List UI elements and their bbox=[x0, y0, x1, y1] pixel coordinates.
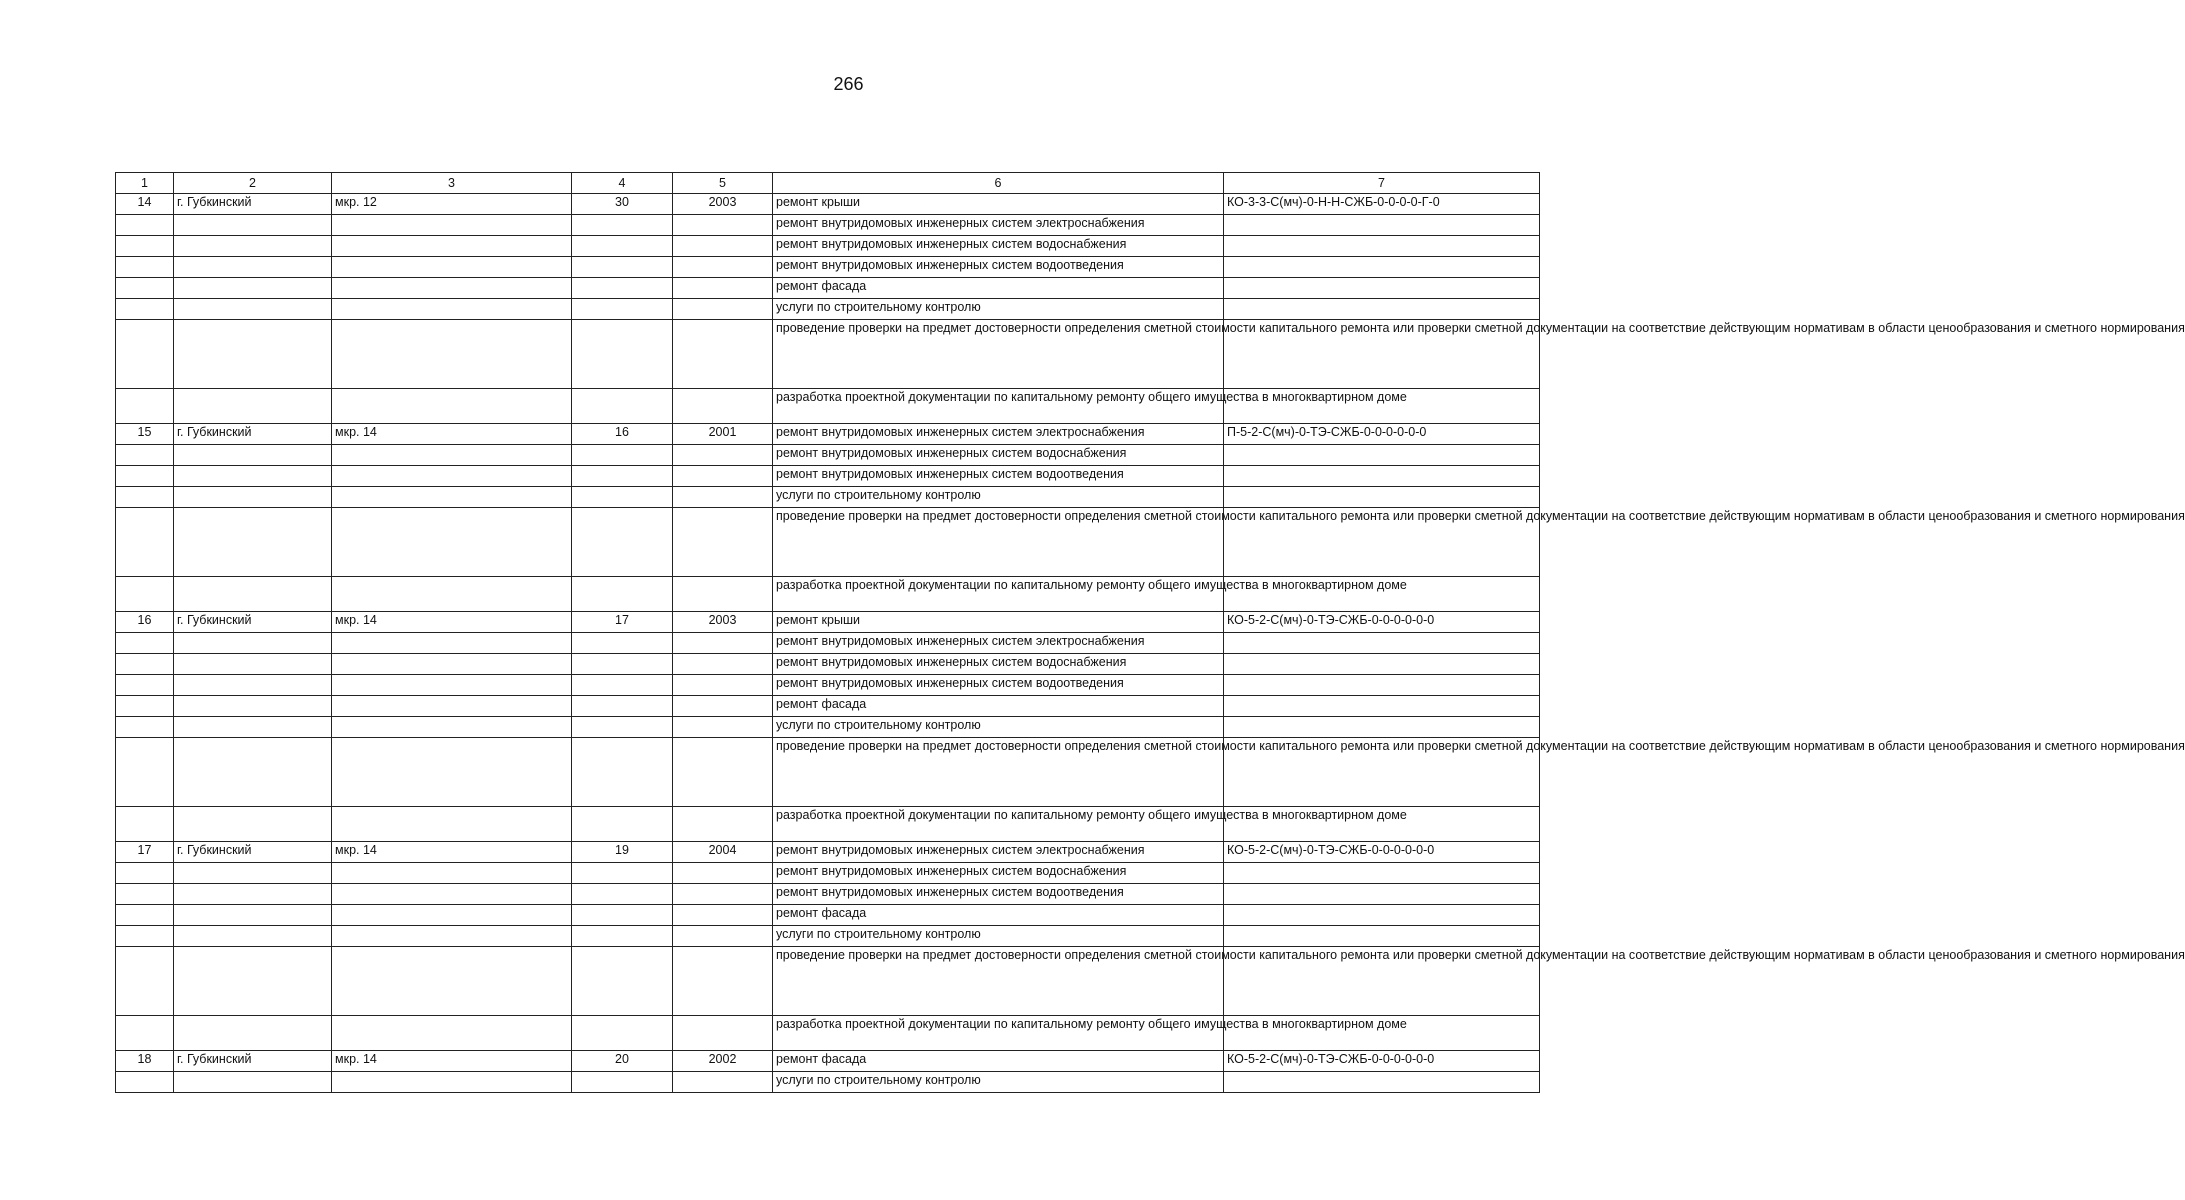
table-cell-col-4 bbox=[572, 947, 673, 1016]
table-cell-col-1 bbox=[116, 278, 174, 299]
table-cell-col-3 bbox=[332, 807, 572, 842]
table-cell-col-1 bbox=[116, 1016, 174, 1051]
column-header-5: 5 bbox=[673, 173, 773, 194]
table-cell-col-4 bbox=[572, 738, 673, 807]
table-cell-col-1 bbox=[116, 675, 174, 696]
table-cell-col-4 bbox=[572, 508, 673, 577]
table-row bbox=[116, 278, 1540, 299]
table-cell-col-2 bbox=[174, 577, 332, 612]
table-row bbox=[116, 905, 1540, 926]
table-cell-col-5 bbox=[673, 633, 773, 654]
table-cell-col-4 bbox=[572, 905, 673, 926]
table-cell-col-2 bbox=[174, 633, 332, 654]
table-cell-col-5 bbox=[673, 215, 773, 236]
table-cell-col-6: разработка проектной документации по капитальному ремонту общего имущества в многоквартирном доме bbox=[773, 807, 1224, 842]
table-row bbox=[116, 1051, 1540, 1072]
table-cell-col-1 bbox=[116, 654, 174, 675]
table-cell-col-4 bbox=[572, 389, 673, 424]
table-cell-col-4 bbox=[572, 717, 673, 738]
table-cell-col-2 bbox=[174, 257, 332, 278]
header-row bbox=[116, 173, 1540, 194]
table-cell-col-1 bbox=[116, 947, 174, 1016]
table-cell-col-4 bbox=[572, 466, 673, 487]
table-cell-col-7 bbox=[1224, 654, 1540, 675]
table-cell-col-1 bbox=[116, 696, 174, 717]
table-cell-col-4 bbox=[572, 675, 673, 696]
table-cell-col-4 bbox=[572, 696, 673, 717]
table-cell-col-5 bbox=[673, 1072, 773, 1093]
table-cell-col-4 bbox=[572, 926, 673, 947]
table-cell-col-7: П-5-2-С(мч)-0-ТЭ-СЖБ-0-0-0-0-0-0 bbox=[1224, 424, 1540, 445]
table-cell-col-2 bbox=[174, 487, 332, 508]
table-cell-col-6: разработка проектной документации по капитальному ремонту общего имущества в многоквартирном доме bbox=[773, 1016, 1224, 1051]
table-cell-col-2 bbox=[174, 654, 332, 675]
table-cell-col-6: ремонт внутридомовых инженерных систем водоснабжения bbox=[773, 654, 1224, 675]
table-cell-col-1 bbox=[116, 299, 174, 320]
table-cell-col-2 bbox=[174, 236, 332, 257]
table-cell-col-2 bbox=[174, 905, 332, 926]
table-cell-col-4 bbox=[572, 863, 673, 884]
table-row bbox=[116, 508, 1540, 577]
table-cell-col-7 bbox=[1224, 487, 1540, 508]
table-row bbox=[116, 215, 1540, 236]
table-cell-col-5: 2003 bbox=[673, 194, 773, 215]
table-cell-col-6: ремонт внутридомовых инженерных систем водоснабжения bbox=[773, 445, 1224, 466]
table-cell-col-1 bbox=[116, 577, 174, 612]
table-cell-col-6: ремонт крыши bbox=[773, 194, 1224, 215]
table-cell-col-4 bbox=[572, 445, 673, 466]
table-cell-col-7: КО-5-2-С(мч)-0-ТЭ-СЖБ-0-0-0-0-0-0 bbox=[1224, 842, 1540, 863]
table-row bbox=[116, 466, 1540, 487]
table-cell-col-5 bbox=[673, 717, 773, 738]
table-cell-col-4 bbox=[572, 577, 673, 612]
table-cell-col-6: ремонт фасада bbox=[773, 905, 1224, 926]
table-cell-col-1 bbox=[116, 1072, 174, 1093]
table-cell-col-5 bbox=[673, 487, 773, 508]
table-cell-col-1 bbox=[116, 633, 174, 654]
table-cell-col-7 bbox=[1224, 299, 1540, 320]
table-cell-col-1 bbox=[116, 320, 174, 389]
table-cell-col-2 bbox=[174, 696, 332, 717]
table-cell-col-2: г. Губкинский bbox=[174, 1051, 332, 1072]
table-cell-col-5 bbox=[673, 1016, 773, 1051]
table-cell-col-1: 16 bbox=[116, 612, 174, 633]
table-cell-col-2 bbox=[174, 320, 332, 389]
table-cell-col-7 bbox=[1224, 926, 1540, 947]
table-cell-col-2 bbox=[174, 215, 332, 236]
table-cell-col-7 bbox=[1224, 236, 1540, 257]
table-cell-col-7 bbox=[1224, 863, 1540, 884]
table-cell-col-2 bbox=[174, 445, 332, 466]
table-cell-col-6: разработка проектной документации по капитальному ремонту общего имущества в многоквартирном доме bbox=[773, 577, 1224, 612]
table-cell-col-3 bbox=[332, 863, 572, 884]
table-cell-col-4 bbox=[572, 884, 673, 905]
table-row bbox=[116, 863, 1540, 884]
table-cell-col-3 bbox=[332, 320, 572, 389]
table-cell-col-2 bbox=[174, 884, 332, 905]
table-cell-col-1 bbox=[116, 215, 174, 236]
table-cell-col-7 bbox=[1224, 675, 1540, 696]
table-cell-col-6: ремонт внутридомовых инженерных систем водоотведения bbox=[773, 884, 1224, 905]
table-row bbox=[116, 257, 1540, 278]
table-cell-col-1 bbox=[116, 389, 174, 424]
table-cell-col-7 bbox=[1224, 1072, 1540, 1093]
table-cell-col-3 bbox=[332, 299, 572, 320]
table-cell-col-5 bbox=[673, 257, 773, 278]
table-cell-col-7 bbox=[1224, 717, 1540, 738]
table-cell-col-3 bbox=[332, 947, 572, 1016]
table-cell-col-1 bbox=[116, 257, 174, 278]
table-cell-col-5 bbox=[673, 508, 773, 577]
table-cell-col-4: 19 bbox=[572, 842, 673, 863]
table-cell-col-3 bbox=[332, 1072, 572, 1093]
table-cell-col-3 bbox=[332, 738, 572, 807]
table-cell-col-7 bbox=[1224, 215, 1540, 236]
table-cell-col-4 bbox=[572, 257, 673, 278]
table-cell-col-6: ремонт внутридомовых инженерных систем водоотведения bbox=[773, 257, 1224, 278]
table-row bbox=[116, 445, 1540, 466]
table-cell-col-5: 2003 bbox=[673, 612, 773, 633]
table-cell-col-7 bbox=[1224, 884, 1540, 905]
table-cell-col-6: ремонт фасада bbox=[773, 1051, 1224, 1072]
column-header-3: 3 bbox=[332, 173, 572, 194]
table-cell-col-6: услуги по строительному контролю bbox=[773, 1072, 1224, 1093]
table-cell-col-1 bbox=[116, 738, 174, 807]
table-cell-col-5: 2001 bbox=[673, 424, 773, 445]
table-cell-col-3 bbox=[332, 654, 572, 675]
table-cell-col-4 bbox=[572, 299, 673, 320]
table-cell-col-7 bbox=[1224, 466, 1540, 487]
table-cell-col-2 bbox=[174, 807, 332, 842]
table-cell-col-7 bbox=[1224, 257, 1540, 278]
column-header-4: 4 bbox=[572, 173, 673, 194]
table-cell-col-1: 15 bbox=[116, 424, 174, 445]
table-cell-col-3 bbox=[332, 675, 572, 696]
column-header-1: 1 bbox=[116, 173, 174, 194]
table-cell-col-6: проведение проверки на предмет достоверности определения сметной стоимости капитального ремонта или проверки сметной документации на соответствие действующим нормативам в области ценообразования и сметного нормирования bbox=[773, 320, 1224, 389]
table-cell-col-3 bbox=[332, 487, 572, 508]
table-cell-col-1: 18 bbox=[116, 1051, 174, 1072]
table-cell-col-5 bbox=[673, 445, 773, 466]
table-cell-col-2 bbox=[174, 863, 332, 884]
table-cell-col-1 bbox=[116, 807, 174, 842]
table-row bbox=[116, 884, 1540, 905]
table-cell-col-3: мкр. 14 bbox=[332, 1051, 572, 1072]
table-cell-col-5: 2002 bbox=[673, 1051, 773, 1072]
table-row bbox=[116, 1016, 1540, 1051]
table-body bbox=[116, 173, 2185, 1093]
table-cell-col-1 bbox=[116, 445, 174, 466]
table-cell-col-4: 30 bbox=[572, 194, 673, 215]
table-cell-col-6: ремонт внутридомовых инженерных систем электроснабжения bbox=[773, 842, 1224, 863]
table-cell-col-6: ремонт внутридомовых инженерных систем водоснабжения bbox=[773, 863, 1224, 884]
table-cell-col-5 bbox=[673, 320, 773, 389]
table-cell-col-2 bbox=[174, 389, 332, 424]
table-cell-col-2 bbox=[174, 675, 332, 696]
table-cell-col-4 bbox=[572, 236, 673, 257]
table-cell-col-5 bbox=[673, 236, 773, 257]
table-cell-col-2 bbox=[174, 947, 332, 1016]
table-cell-col-6: ремонт внутридомовых инженерных систем водоотведения bbox=[773, 675, 1224, 696]
table-cell-col-3 bbox=[332, 926, 572, 947]
table-cell-col-2: г. Губкинский bbox=[174, 842, 332, 863]
table-row bbox=[116, 1072, 1540, 1093]
table-cell-col-5 bbox=[673, 884, 773, 905]
table-cell-col-2 bbox=[174, 926, 332, 947]
table-cell-col-4: 16 bbox=[572, 424, 673, 445]
table-row bbox=[116, 675, 1540, 696]
table-cell-col-4 bbox=[572, 215, 673, 236]
table-row bbox=[116, 424, 1540, 445]
table-row bbox=[116, 654, 1540, 675]
table-cell-col-6: ремонт фасада bbox=[773, 696, 1224, 717]
table-cell-col-7: КО-5-2-С(мч)-0-ТЭ-СЖБ-0-0-0-0-0-0 bbox=[1224, 1051, 1540, 1072]
table-row bbox=[116, 389, 1540, 424]
table-cell-col-5 bbox=[673, 466, 773, 487]
table-cell-col-1 bbox=[116, 717, 174, 738]
table-cell-col-3 bbox=[332, 257, 572, 278]
table-cell-col-3 bbox=[332, 445, 572, 466]
table-cell-col-3 bbox=[332, 717, 572, 738]
table-cell-col-1 bbox=[116, 905, 174, 926]
table-cell-col-1 bbox=[116, 884, 174, 905]
table-row bbox=[116, 807, 1540, 842]
table-row bbox=[116, 320, 1540, 389]
table-cell-col-1 bbox=[116, 926, 174, 947]
table-cell-col-6: услуги по строительному контролю bbox=[773, 487, 1224, 508]
table-cell-col-1: 17 bbox=[116, 842, 174, 863]
table-cell-col-3 bbox=[332, 905, 572, 926]
table-row bbox=[116, 236, 1540, 257]
column-header-6: 6 bbox=[773, 173, 1224, 194]
table-row bbox=[116, 633, 1540, 654]
table-row bbox=[116, 299, 1540, 320]
table-cell-col-6: ремонт внутридомовых инженерных систем электроснабжения bbox=[773, 424, 1224, 445]
column-header-7: 7 bbox=[1224, 173, 1540, 194]
table-cell-col-3 bbox=[332, 278, 572, 299]
table-cell-col-2: г. Губкинский bbox=[174, 194, 332, 215]
table-cell-col-7 bbox=[1224, 905, 1540, 926]
table-cell-col-2 bbox=[174, 508, 332, 577]
table-cell-col-3: мкр. 14 bbox=[332, 612, 572, 633]
table-cell-col-5 bbox=[673, 675, 773, 696]
table-cell-col-6: проведение проверки на предмет достоверности определения сметной стоимости капитального ремонта или проверки сметной документации на соответствие действующим нормативам в области ценообразования и сметного нормирования bbox=[773, 738, 1224, 807]
table-cell-col-1: 14 bbox=[116, 194, 174, 215]
table-cell-col-3 bbox=[332, 215, 572, 236]
table-cell-col-1 bbox=[116, 236, 174, 257]
table-cell-col-2 bbox=[174, 299, 332, 320]
table-row bbox=[116, 194, 1540, 215]
table-row bbox=[116, 487, 1540, 508]
table-cell-col-1 bbox=[116, 487, 174, 508]
table-row bbox=[116, 696, 1540, 717]
page-number: 266 bbox=[833, 74, 864, 94]
table-cell-col-3 bbox=[332, 577, 572, 612]
table-cell-col-5 bbox=[673, 577, 773, 612]
works-table bbox=[115, 172, 2185, 1093]
table-cell-col-5 bbox=[673, 696, 773, 717]
table-cell-col-3 bbox=[332, 508, 572, 577]
table-cell-col-2 bbox=[174, 738, 332, 807]
table-cell-col-1 bbox=[116, 508, 174, 577]
table-row bbox=[116, 717, 1540, 738]
table-cell-col-5 bbox=[673, 863, 773, 884]
table-cell-col-3: мкр. 12 bbox=[332, 194, 572, 215]
table-cell-col-7 bbox=[1224, 278, 1540, 299]
table-cell-col-6: ремонт фасада bbox=[773, 278, 1224, 299]
table-cell-col-4: 20 bbox=[572, 1051, 673, 1072]
table-cell-col-6: ремонт внутридомовых инженерных систем электроснабжения bbox=[773, 215, 1224, 236]
table-cell-col-5 bbox=[673, 654, 773, 675]
table-cell-col-3: мкр. 14 bbox=[332, 842, 572, 863]
table-cell-col-6: услуги по строительному контролю bbox=[773, 926, 1224, 947]
table-cell-col-1 bbox=[116, 863, 174, 884]
table-cell-col-7: КО-3-3-С(мч)-0-Н-Н-СЖБ-0-0-0-0-Г-0 bbox=[1224, 194, 1540, 215]
table-cell-col-3 bbox=[332, 1016, 572, 1051]
table-cell-col-5 bbox=[673, 278, 773, 299]
table-cell-col-7 bbox=[1224, 633, 1540, 654]
table-cell-col-4 bbox=[572, 654, 673, 675]
table-cell-col-6: услуги по строительному контролю bbox=[773, 717, 1224, 738]
table-cell-col-2 bbox=[174, 278, 332, 299]
table-row bbox=[116, 842, 1540, 863]
table-cell-col-4 bbox=[572, 807, 673, 842]
table-cell-col-6: проведение проверки на предмет достоверности определения сметной стоимости капитального ремонта или проверки сметной документации на соответствие действующим нормативам в области ценообразования и сметного нормирования bbox=[773, 947, 1224, 1016]
table-cell-col-6: ремонт внутридомовых инженерных систем водоснабжения bbox=[773, 236, 1224, 257]
table-cell-col-6: ремонт крыши bbox=[773, 612, 1224, 633]
table-cell-col-3 bbox=[332, 466, 572, 487]
table-cell-col-5 bbox=[673, 947, 773, 1016]
table-cell-col-5 bbox=[673, 905, 773, 926]
table-cell-col-6: ремонт внутридомовых инженерных систем электроснабжения bbox=[773, 633, 1224, 654]
table-cell-col-3 bbox=[332, 696, 572, 717]
table-cell-col-3 bbox=[332, 236, 572, 257]
table-cell-col-2 bbox=[174, 466, 332, 487]
table-cell-col-2 bbox=[174, 1016, 332, 1051]
table-row bbox=[116, 926, 1540, 947]
table-cell-col-2 bbox=[174, 1072, 332, 1093]
table-cell-col-7 bbox=[1224, 445, 1540, 466]
column-header-2: 2 bbox=[174, 173, 332, 194]
table-cell-col-5 bbox=[673, 926, 773, 947]
table-cell-col-2 bbox=[174, 717, 332, 738]
table-cell-col-7: КО-5-2-С(мч)-0-ТЭ-СЖБ-0-0-0-0-0-0 bbox=[1224, 612, 1540, 633]
table-cell-col-4 bbox=[572, 278, 673, 299]
table-row bbox=[116, 947, 1540, 1016]
table-cell-col-3 bbox=[332, 389, 572, 424]
table-cell-col-6: ремонт внутридомовых инженерных систем водоотведения bbox=[773, 466, 1224, 487]
table-cell-col-5 bbox=[673, 389, 773, 424]
table-cell-col-7 bbox=[1224, 696, 1540, 717]
table-cell-col-4 bbox=[572, 1016, 673, 1051]
table-cell-col-2: г. Губкинский bbox=[174, 612, 332, 633]
table-row bbox=[116, 577, 1540, 612]
table-cell-col-2: г. Губкинский bbox=[174, 424, 332, 445]
table-cell-col-3 bbox=[332, 633, 572, 654]
table-cell-col-5 bbox=[673, 738, 773, 807]
table-cell-col-3: мкр. 14 bbox=[332, 424, 572, 445]
table-cell-col-6: услуги по строительному контролю bbox=[773, 299, 1224, 320]
table-row bbox=[116, 612, 1540, 633]
table-cell-col-4 bbox=[572, 1072, 673, 1093]
table-cell-col-3 bbox=[332, 884, 572, 905]
table-cell-col-5: 2004 bbox=[673, 842, 773, 863]
table-cell-col-4: 17 bbox=[572, 612, 673, 633]
table-cell-col-4 bbox=[572, 320, 673, 389]
table-cell-col-5 bbox=[673, 299, 773, 320]
table-cell-col-5 bbox=[673, 807, 773, 842]
table-cell-col-1 bbox=[116, 466, 174, 487]
table-cell-col-4 bbox=[572, 633, 673, 654]
table-cell-col-6: проведение проверки на предмет достоверности определения сметной стоимости капитального ремонта или проверки сметной документации на соответствие действующим нормативам в области ценообразования и сметного нормирования bbox=[773, 508, 1224, 577]
table-cell-col-6: разработка проектной документации по капитальному ремонту общего имущества в многоквартирном доме bbox=[773, 389, 1224, 424]
table-row bbox=[116, 738, 1540, 807]
table-cell-col-4 bbox=[572, 487, 673, 508]
